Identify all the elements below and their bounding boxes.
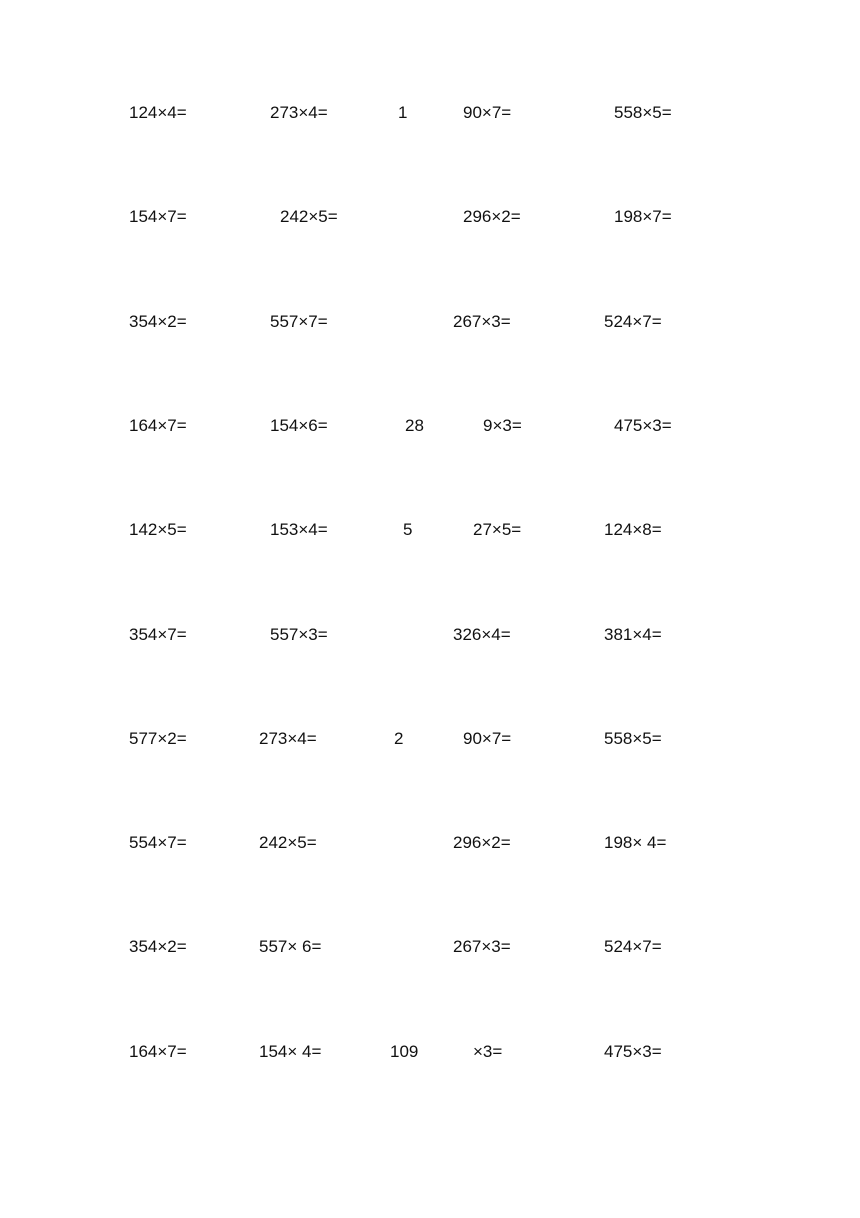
problem-r1-c1: 242×5= [280, 207, 338, 226]
problem-r8-c1: 557× 6= [259, 937, 322, 956]
fragment-r9-c2: 109 [390, 1042, 419, 1061]
problem-r9-c0: 164×7= [129, 1042, 187, 1061]
problem-r5-c3: 326×4= [453, 625, 511, 644]
problem-r5-c4: 381×4= [604, 625, 662, 644]
problem-r9-c1: 154× 4= [259, 1042, 322, 1061]
problem-r1-c3: 296×2= [463, 207, 521, 226]
problem-r2-c4: 524×7= [604, 312, 662, 331]
problem-r6-c3: 90×7= [463, 729, 512, 748]
problem-r2-c0: 354×2= [129, 312, 187, 331]
problem-r5-c1: 557×3= [270, 625, 328, 644]
problem-r0-c1: 273×4= [270, 103, 328, 122]
problem-r1-c4: 198×7= [614, 207, 672, 226]
problem-r8-c0: 354×2= [129, 937, 187, 956]
problem-r1-c0: 154×7= [129, 207, 187, 226]
fragment-r3-c2: 28 [405, 416, 424, 435]
problem-r4-c1: 153×4= [270, 520, 328, 539]
problem-r3-c1: 154×6= [270, 416, 328, 435]
problem-r7-c1: 242×5= [259, 833, 317, 852]
problem-r6-c4: 558×5= [604, 729, 662, 748]
fragment-r4-c2: 5 [403, 520, 413, 539]
problem-r4-c0: 142×5= [129, 520, 187, 539]
problem-r2-c3: 267×3= [453, 312, 511, 331]
problem-r7-c0: 554×7= [129, 833, 187, 852]
problem-r9-c3: ×3= [473, 1042, 503, 1061]
problem-r4-c3: 27×5= [473, 520, 522, 539]
problem-r3-c3: 9×3= [483, 416, 522, 435]
problem-r8-c4: 524×7= [604, 937, 662, 956]
problem-r2-c1: 557×7= [270, 312, 328, 331]
problem-r5-c0: 354×7= [129, 625, 187, 644]
problem-r0-c0: 124×4= [129, 103, 187, 122]
problem-r3-c0: 164×7= [129, 416, 187, 435]
problem-r3-c4: 475×3= [614, 416, 672, 435]
problem-r0-c4: 558×5= [614, 103, 672, 122]
problem-r4-c4: 124×8= [604, 520, 662, 539]
fragment-r6-c2: 2 [394, 729, 404, 748]
problem-r9-c4: 475×3= [604, 1042, 662, 1061]
problem-r0-c3: 90×7= [463, 103, 512, 122]
problem-r6-c0: 577×2= [129, 729, 187, 748]
problem-r8-c3: 267×3= [453, 937, 511, 956]
problem-r7-c3: 296×2= [453, 833, 511, 852]
fragment-r0-c2: 1 [398, 103, 408, 122]
problem-r6-c1: 273×4= [259, 729, 317, 748]
problem-r7-c4: 198× 4= [604, 833, 667, 852]
